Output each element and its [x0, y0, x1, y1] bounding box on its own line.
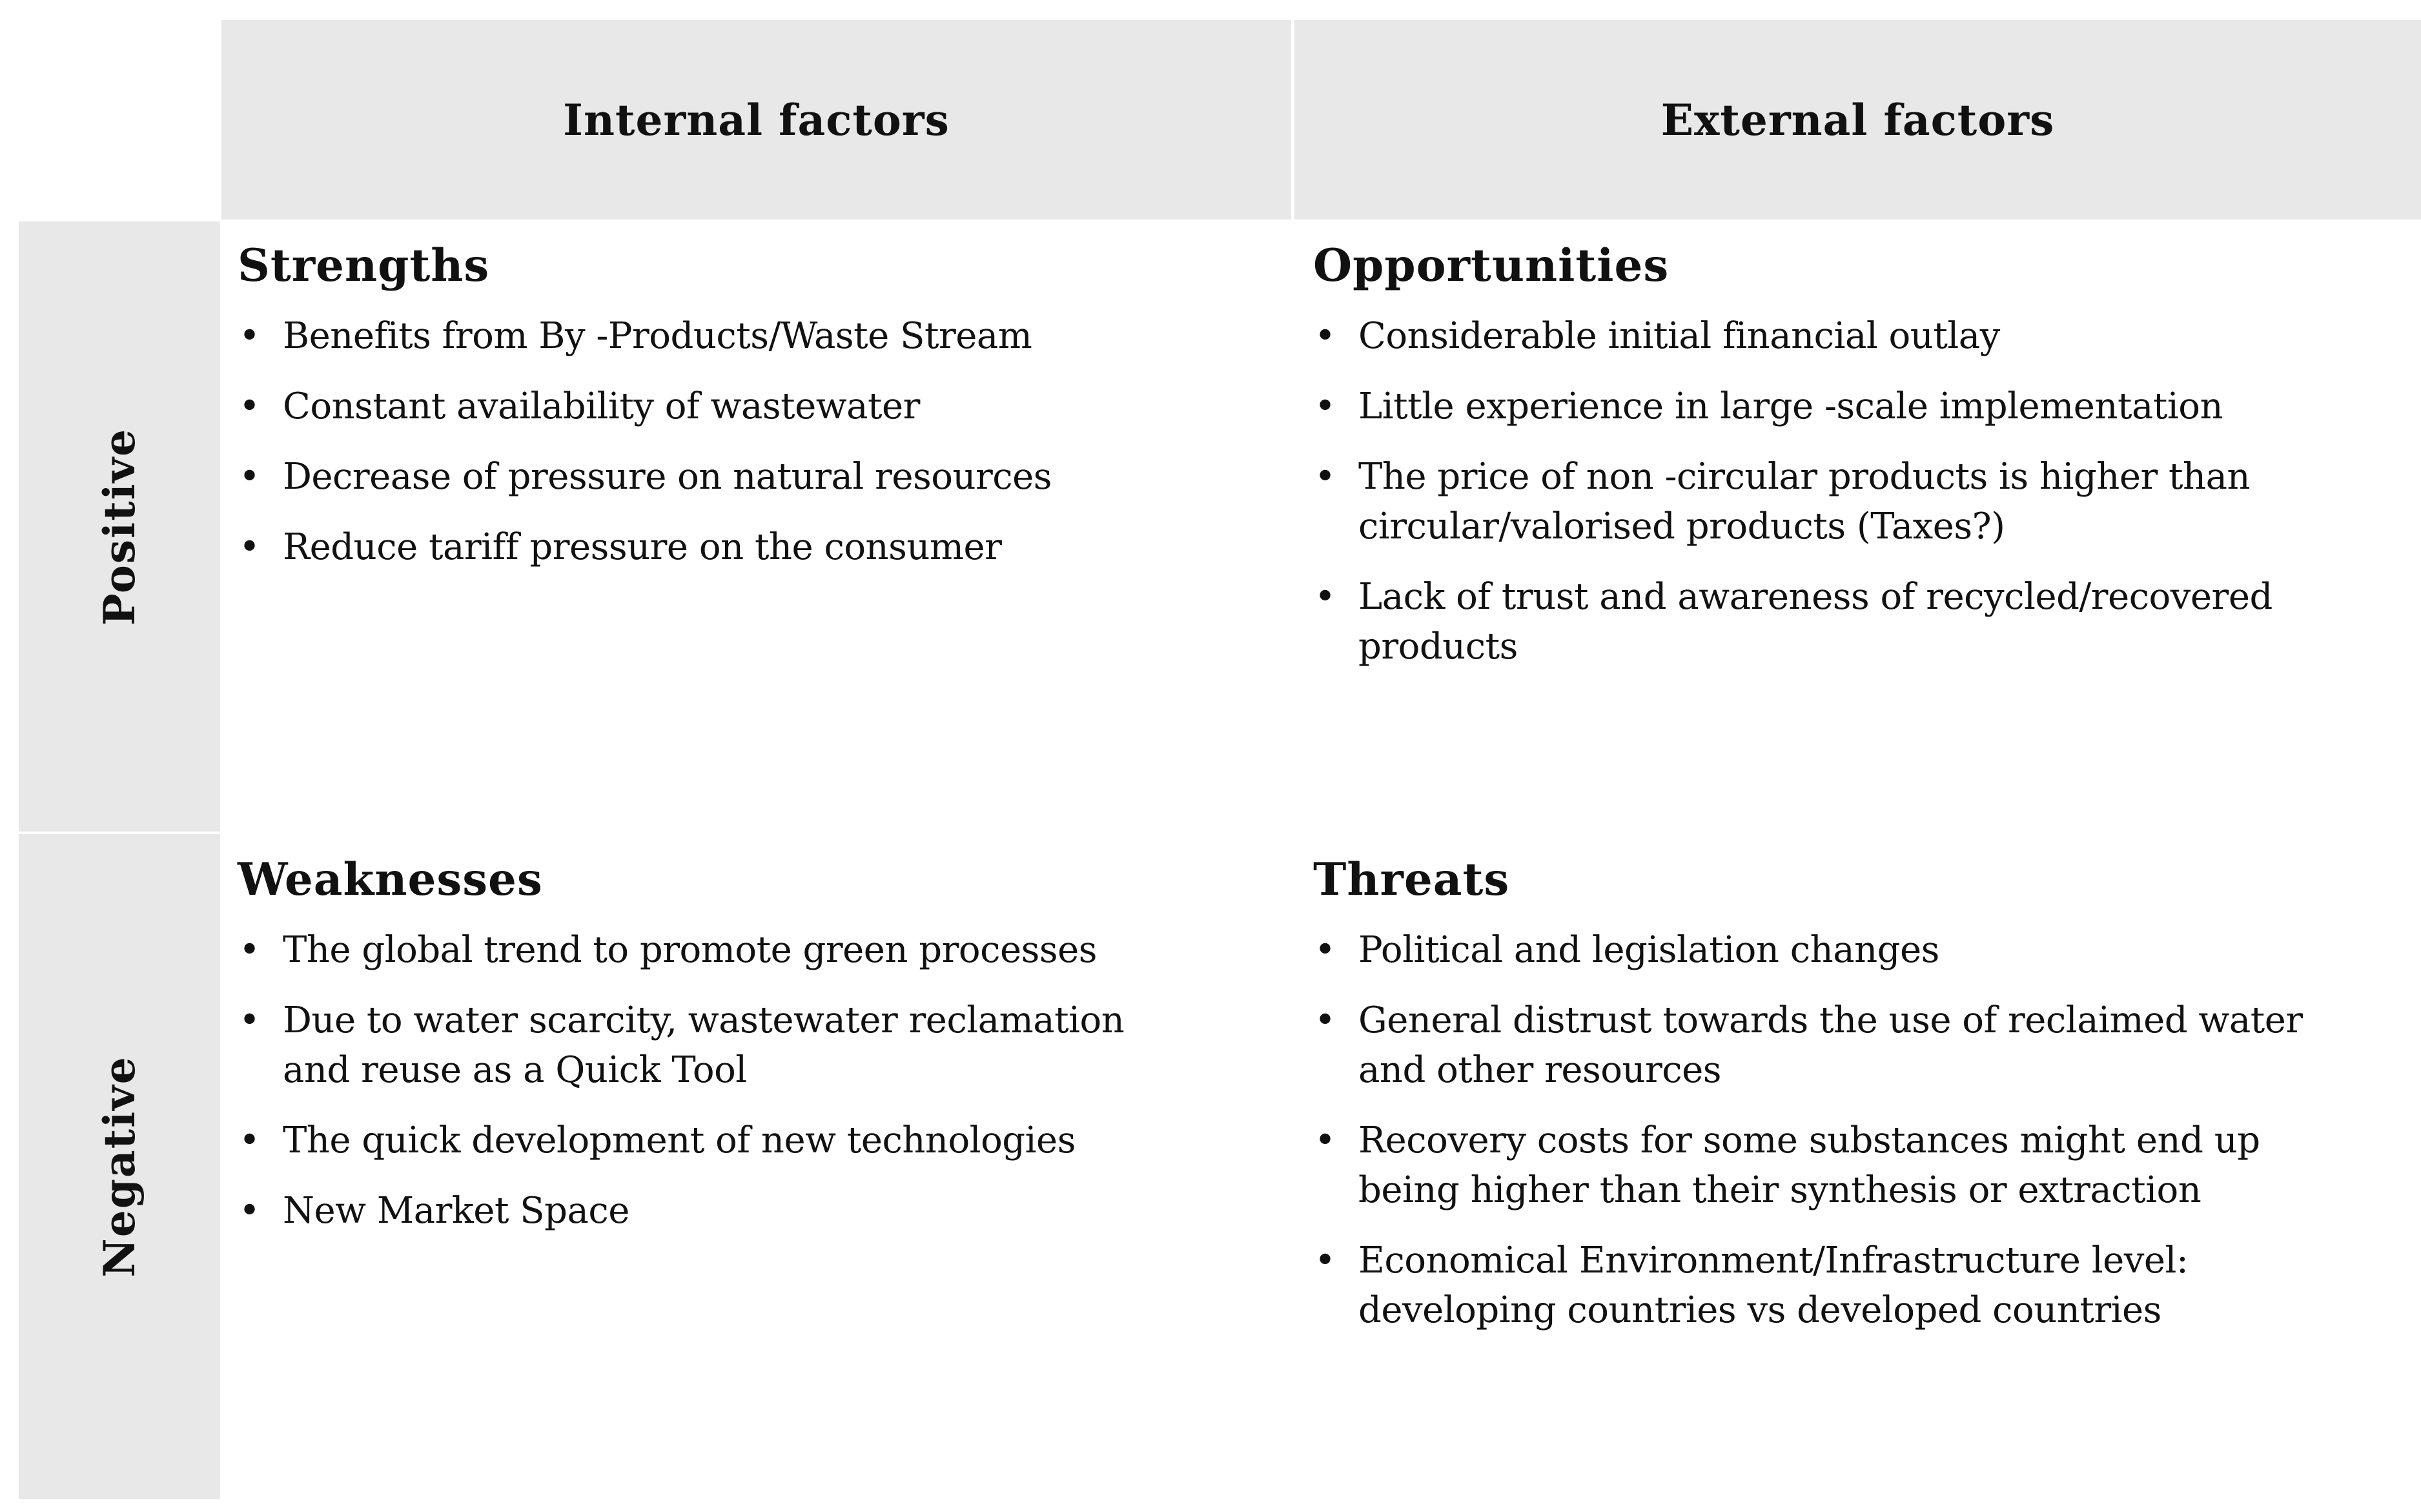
- quadrant-opportunities: [1313, 240, 2288, 692]
- list-item: • The quick development of new technologies: [238, 1116, 1167, 1165]
- row-label-positive: [19, 221, 220, 832]
- quadrant-weaknesses: [238, 853, 1167, 1256]
- quadrant-strengths: [238, 240, 1283, 593]
- list-item: • Political and legislation changes: [1313, 925, 2346, 975]
- quadrant-threats: [1313, 853, 2346, 1356]
- header-external-factors: External factors: [1660, 94, 2055, 145]
- list-item: • Reduce tariff pressure on the consumer: [238, 522, 1283, 572]
- threats-title: Threats: [1313, 853, 1510, 906]
- list-item: • Little experience in large -scale implementation: [1313, 382, 2288, 431]
- list-item: • Economical Environment/Infrastructure level: developing countries vs developed countries: [1313, 1236, 2346, 1335]
- list-item: • General distrust towards the use of reclaimed water and other resources: [1313, 996, 2346, 1095]
- opportunities-title: Opportunities: [1313, 240, 1670, 292]
- negative-label: Negative: [94, 1056, 145, 1278]
- list-item: • The global trend to promote green processes: [238, 925, 1167, 975]
- list-item: • Recovery costs for some substances might end up being higher than their synthesis or extraction: [1313, 1116, 2346, 1215]
- row-label-negative: [19, 834, 220, 1499]
- list-item: • Considerable initial financial outlay: [1313, 311, 2288, 361]
- list-item: • Benefits from By -Products/Waste Stream: [238, 311, 1283, 361]
- header-internal-factors: Internal factors: [563, 94, 950, 145]
- list-item: • Decrease of pressure on natural resources: [238, 452, 1283, 502]
- list-item: • Due to water scarcity, wastewater reclamation and reuse as a Quick Tool: [238, 996, 1167, 1095]
- list-item: • Constant availability of wastewater: [238, 382, 1283, 431]
- weaknesses-title: Weaknesses: [238, 853, 543, 906]
- threats-list: [1313, 925, 2346, 1335]
- opportunities-list: [1313, 311, 2288, 671]
- list-item: • Lack of trust and awareness of recycled/recovered products: [1313, 572, 2288, 671]
- weaknesses-list: [238, 925, 1167, 1236]
- strengths-title: Strengths: [238, 240, 490, 292]
- positive-label: Positive: [94, 427, 145, 626]
- strengths-list: [238, 311, 1283, 572]
- list-item: • New Market Space: [238, 1186, 1167, 1236]
- list-item: • The price of non -circular products is higher than circular/valorised products (Taxes?): [1313, 452, 2288, 551]
